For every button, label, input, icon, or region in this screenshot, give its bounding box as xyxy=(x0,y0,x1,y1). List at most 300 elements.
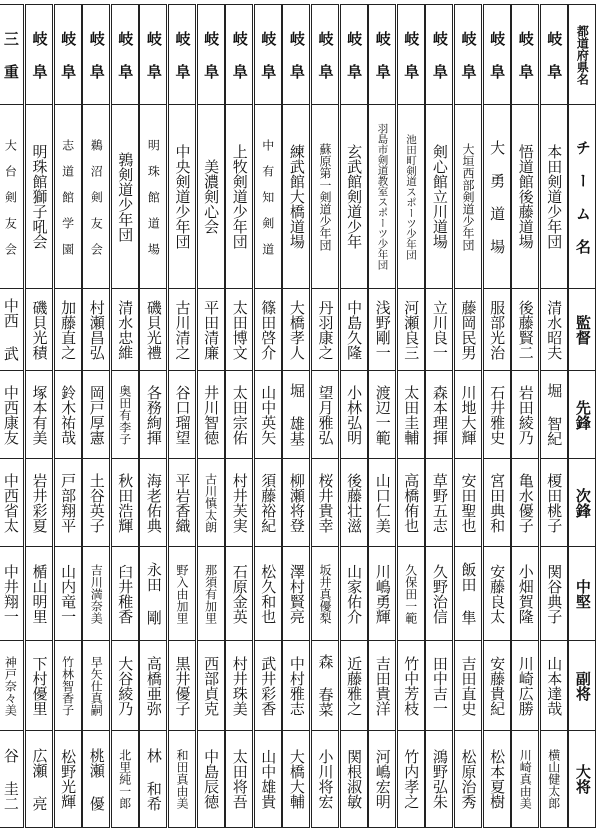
team-column xyxy=(483,4,511,827)
team-name: 中 有 知 剣 道 xyxy=(260,138,275,255)
prefecture-cell xyxy=(540,4,568,105)
taisho: 和田真由美 xyxy=(175,749,189,809)
senpo: 鈴木祐哉 xyxy=(59,384,78,445)
prefecture: 岐 阜 xyxy=(202,30,221,79)
jiho: 古川慎太朗 xyxy=(203,472,218,533)
manager: 磯貝光禮 xyxy=(144,299,163,360)
taisho: 谷 圭二 xyxy=(1,747,20,811)
fukusho-cell xyxy=(425,640,453,731)
chuken-cell xyxy=(511,546,539,641)
senpo-cell xyxy=(197,370,225,459)
senpo: 小林弘明 xyxy=(345,384,364,445)
manager: 浅野剛一 xyxy=(373,299,392,360)
jiho: 榎田桃子 xyxy=(545,472,564,533)
taisho: 横山健太郎 xyxy=(546,749,561,809)
chuken: 石原金英 xyxy=(230,563,249,624)
team-name-cell xyxy=(425,104,453,289)
fukusho-cell xyxy=(254,640,282,731)
header-senpo-cell xyxy=(568,370,596,459)
fukusho: 竹中芳枝 xyxy=(402,655,421,716)
manager: 河瀬良三 xyxy=(402,299,421,360)
team-name: 池田町剣道スポーツ少年団 xyxy=(405,133,418,260)
senpo-cell xyxy=(340,370,368,459)
chuken: 関谷典子 xyxy=(545,563,564,624)
header-jiho-cell xyxy=(568,458,596,547)
taisho: 山中雄貴 xyxy=(259,749,278,809)
team-column xyxy=(225,4,253,827)
team-column xyxy=(454,4,482,827)
chuken: 吉川満奈美 xyxy=(89,563,104,624)
fukusho: 中村雅志 xyxy=(287,655,306,716)
jiho-cell xyxy=(282,458,310,547)
senpo-cell xyxy=(225,370,253,459)
chuken-cell xyxy=(54,546,82,641)
jiho-cell xyxy=(368,458,396,547)
manager: 篠田啓介 xyxy=(259,299,278,360)
chuken-cell xyxy=(397,546,425,641)
manager-cell xyxy=(168,288,196,371)
jiho-cell xyxy=(0,458,24,547)
jiho: 亀水優子 xyxy=(516,472,535,533)
fukusho-cell xyxy=(368,640,396,731)
header-chuken-cell xyxy=(568,546,596,641)
taisho: 河嶋宏明 xyxy=(373,749,392,809)
manager-cell xyxy=(483,288,511,371)
jiho: 山口仁美 xyxy=(373,472,392,533)
prefecture: 岐 阜 xyxy=(116,30,135,79)
senpo: 岡戸厚憲 xyxy=(87,384,106,445)
team-column xyxy=(425,4,453,827)
fukusho-cell xyxy=(511,640,539,731)
jiho: 草野五志 xyxy=(430,472,449,533)
team-column xyxy=(368,4,396,827)
manager: 清水忠維 xyxy=(116,299,135,360)
manager-cell xyxy=(111,288,139,371)
taisho-cell xyxy=(0,730,24,828)
manager: 丹羽康之 xyxy=(316,299,335,360)
manager-cell xyxy=(225,288,253,371)
team-column xyxy=(254,4,282,827)
team-name: 明 珠 館 道 場 xyxy=(146,138,161,255)
team-column xyxy=(168,4,196,827)
team-name-cell xyxy=(311,104,339,289)
prefecture-cell xyxy=(511,4,539,105)
senpo-cell xyxy=(25,370,53,459)
team-column xyxy=(111,4,139,827)
senpo: 山中英矢 xyxy=(259,384,278,445)
fukusho-cell xyxy=(168,640,196,731)
team-name-cell xyxy=(368,104,396,289)
manager-cell xyxy=(282,288,310,371)
fukusho: 森 春菜 xyxy=(316,654,335,717)
fukusho: 神戸奈々美 xyxy=(3,655,18,716)
taisho-cell xyxy=(311,730,339,828)
jiho: 後藤壮滋 xyxy=(345,472,364,533)
team-name-cell xyxy=(111,104,139,289)
prefecture: 岐 阜 xyxy=(459,30,478,79)
team-name: 練武館大橋道場 xyxy=(287,144,306,249)
jiho: 土谷英子 xyxy=(87,472,106,533)
fukusho: 吉田貴洋 xyxy=(373,655,392,716)
fukusho-cell xyxy=(397,640,425,731)
jiho-cell xyxy=(25,458,53,547)
manager-cell xyxy=(340,288,368,371)
prefecture-cell xyxy=(25,4,53,105)
team-name: 鵜 沼 剣 友 会 xyxy=(89,138,104,255)
taisho-cell xyxy=(340,730,368,828)
team-name-cell xyxy=(225,104,253,289)
senpo-cell xyxy=(139,370,167,459)
team-name: 大 勇 道 場 xyxy=(488,139,507,254)
team-column xyxy=(397,4,425,827)
manager: 後藤賢二 xyxy=(516,299,535,360)
taisho: 広瀬 亮 xyxy=(30,747,49,811)
chuken: 松久和也 xyxy=(259,563,278,624)
prefecture: 岐 阜 xyxy=(402,30,421,79)
header-jiho: 次鋒 xyxy=(573,487,592,518)
manager: 加藤直之 xyxy=(59,299,78,360)
prefecture: 岐 阜 xyxy=(87,30,106,79)
chuken: 楯山明里 xyxy=(30,563,49,624)
chuken-cell xyxy=(139,546,167,641)
senpo-cell xyxy=(82,370,110,459)
prefecture: 三 重 xyxy=(1,30,20,79)
senpo-cell xyxy=(397,370,425,459)
team-name-cell xyxy=(282,104,310,289)
fukusho-cell xyxy=(82,640,110,731)
fukusho: 高橋亜弥 xyxy=(144,655,163,716)
chuken-cell xyxy=(25,546,53,641)
prefecture: 岐 阜 xyxy=(430,30,449,79)
prefecture: 岐 阜 xyxy=(259,30,278,79)
chuken: 小畑賀隆 xyxy=(516,563,535,624)
prefecture-cell xyxy=(225,4,253,105)
taisho-cell xyxy=(254,730,282,828)
fukusho: 川崎広勝 xyxy=(516,655,535,716)
jiho-cell xyxy=(82,458,110,547)
team-name: 上牧剣道少年団 xyxy=(230,144,249,249)
chuken-cell xyxy=(254,546,282,641)
fukusho-cell xyxy=(540,640,568,731)
senpo: 奥田有李子 xyxy=(117,384,132,445)
senpo: 堀 雄基 xyxy=(287,383,306,446)
manager-cell xyxy=(454,288,482,371)
team-name-cell xyxy=(0,104,24,289)
manager-cell xyxy=(368,288,396,371)
jiho: 安田聖也 xyxy=(459,472,478,533)
chuken: 中井翔一 xyxy=(1,563,20,624)
manager-cell xyxy=(540,288,568,371)
team-column xyxy=(82,4,110,827)
taisho: 大橋大輔 xyxy=(287,749,306,809)
jiho-cell xyxy=(54,458,82,547)
manager: 服部光治 xyxy=(488,299,507,360)
jiho-cell xyxy=(111,458,139,547)
fukusho-cell xyxy=(25,640,53,731)
fukusho: 竹林智香子 xyxy=(60,655,75,716)
team-name-cell xyxy=(168,104,196,289)
team-column xyxy=(511,4,539,827)
prefecture-cell xyxy=(54,4,82,105)
fukusho: 早矢仕真嗣 xyxy=(89,655,104,716)
taisho-cell xyxy=(397,730,425,828)
senpo: 望月雅弘 xyxy=(316,384,335,445)
senpo: 堀 智紀 xyxy=(545,383,564,446)
prefecture-cell xyxy=(340,4,368,105)
jiho: 柳瀬将登 xyxy=(287,472,306,533)
team-name-cell xyxy=(254,104,282,289)
jiho-cell xyxy=(454,458,482,547)
prefecture: 岐 阜 xyxy=(373,30,392,79)
team-name-cell xyxy=(397,104,425,289)
jiho-cell xyxy=(425,458,453,547)
fukusho-cell xyxy=(454,640,482,731)
senpo-cell xyxy=(168,370,196,459)
taisho-cell xyxy=(425,730,453,828)
header-team-name-cell xyxy=(568,104,596,289)
jiho-cell xyxy=(139,458,167,547)
team-name: 蘇原第一剣道少年団 xyxy=(318,142,332,251)
taisho: 桃瀬 優 xyxy=(87,747,106,811)
taisho: 松本夏樹 xyxy=(488,749,507,809)
chuken-cell xyxy=(483,546,511,641)
prefecture-cell xyxy=(311,4,339,105)
taisho-cell xyxy=(197,730,225,828)
jiho: 桜井貴幸 xyxy=(316,472,335,533)
jiho-cell xyxy=(225,458,253,547)
senpo: 太田宗佑 xyxy=(230,384,249,445)
manager: 中島久隆 xyxy=(345,299,364,360)
senpo: 塚本有美 xyxy=(30,384,49,445)
header-chuken: 中堅 xyxy=(573,578,592,609)
prefecture: 岐 阜 xyxy=(345,30,364,79)
header-manager-cell xyxy=(568,288,596,371)
fukusho-cell xyxy=(282,640,310,731)
jiho: 高橋侑也 xyxy=(402,472,421,533)
senpo: 中西康友 xyxy=(1,384,20,445)
fukusho: 山本達哉 xyxy=(545,655,564,716)
jiho-cell xyxy=(540,458,568,547)
manager-cell xyxy=(425,288,453,371)
manager-cell xyxy=(197,288,225,371)
header-fukusho: 副将 xyxy=(573,670,592,701)
chuken-cell xyxy=(168,546,196,641)
senpo-cell xyxy=(511,370,539,459)
team-name-cell xyxy=(454,104,482,289)
team-name: 中央剣道少年団 xyxy=(173,144,192,249)
chuken-cell xyxy=(111,546,139,641)
chuken: 山内竜一 xyxy=(59,563,78,624)
chuken: 山家佑介 xyxy=(345,563,364,624)
senpo-cell xyxy=(483,370,511,459)
fukusho-cell xyxy=(111,640,139,731)
chuken-cell xyxy=(225,546,253,641)
jiho-cell xyxy=(340,458,368,547)
taisho-cell xyxy=(25,730,53,828)
senpo-cell xyxy=(111,370,139,459)
prefecture-cell xyxy=(454,4,482,105)
manager: 太田博文 xyxy=(230,299,249,360)
jiho-cell xyxy=(511,458,539,547)
header-prefecture-cell xyxy=(568,4,596,105)
team-name: 大垣西部剣道少年団 xyxy=(461,142,475,251)
senpo: 太田圭輔 xyxy=(402,384,421,445)
team-column xyxy=(25,4,53,827)
prefecture: 岐 阜 xyxy=(59,30,78,79)
header-column xyxy=(568,4,596,827)
team-name: 明珠館獅子吼会 xyxy=(30,144,49,249)
taisho: 竹内孝之 xyxy=(402,749,421,809)
manager: 平田清廉 xyxy=(202,299,221,360)
team-column xyxy=(340,4,368,827)
jiho: 中西省太 xyxy=(1,472,20,533)
senpo-cell xyxy=(54,370,82,459)
prefecture-cell xyxy=(397,4,425,105)
chuken: 飯田 隼 xyxy=(459,562,478,625)
team-column xyxy=(197,4,225,827)
senpo: 渡辺一範 xyxy=(373,384,392,445)
team-column xyxy=(139,4,167,827)
fukusho: 田中吉一 xyxy=(430,655,449,716)
manager-cell xyxy=(0,288,24,371)
fukusho-cell xyxy=(139,640,167,731)
jiho: 岩井彩夏 xyxy=(30,472,49,533)
taisho-cell xyxy=(168,730,196,828)
team-name-cell xyxy=(25,104,53,289)
senpo-cell xyxy=(368,370,396,459)
senpo-cell xyxy=(311,370,339,459)
manager: 立川良一 xyxy=(430,299,449,360)
header-taisho: 大将 xyxy=(573,764,592,794)
prefecture-cell xyxy=(368,4,396,105)
team-name-cell xyxy=(511,104,539,289)
fukusho: 西部貞克 xyxy=(202,655,221,716)
senpo-cell xyxy=(454,370,482,459)
jiho: 秋田浩輝 xyxy=(116,472,135,533)
jiho-cell xyxy=(168,458,196,547)
taisho: 松野光輝 xyxy=(59,749,78,809)
team-name: 鶉剣道少年団 xyxy=(116,151,135,242)
team-name: 羽島市剣道教室スポーツ少年団 xyxy=(376,123,389,270)
jiho: 須藤裕紀 xyxy=(259,472,278,533)
manager-cell xyxy=(139,288,167,371)
senpo-cell xyxy=(282,370,310,459)
senpo: 谷口瑠望 xyxy=(173,384,192,445)
team-column xyxy=(282,4,310,827)
team-name: 玄武館剣道少年 xyxy=(345,144,364,249)
team-column xyxy=(540,4,568,827)
taisho-cell xyxy=(511,730,539,828)
fukusho: 黒井優子 xyxy=(173,655,192,716)
prefecture: 岐 阜 xyxy=(488,30,507,79)
team-name: 美濃剣心会 xyxy=(202,159,221,234)
chuken: 澤村賢亮 xyxy=(287,563,306,624)
senpo: 石井雅史 xyxy=(488,384,507,445)
manager-cell xyxy=(511,288,539,371)
prefecture-cell xyxy=(254,4,282,105)
team-name: 剣心館立川道場 xyxy=(430,144,449,249)
chuken-cell xyxy=(197,546,225,641)
manager: 古川清之 xyxy=(173,299,192,360)
senpo: 川地大輝 xyxy=(459,384,478,445)
chuken: 野入由加里 xyxy=(175,563,189,624)
team-name: 大 台 剣 友 会 xyxy=(3,138,18,255)
taisho-cell xyxy=(139,730,167,828)
prefecture: 岐 阜 xyxy=(144,30,163,79)
team-name-cell xyxy=(139,104,167,289)
senpo-cell xyxy=(425,370,453,459)
manager-cell xyxy=(254,288,282,371)
chuken-cell xyxy=(311,546,339,641)
jiho-cell xyxy=(254,458,282,547)
taisho: 中島辰徳 xyxy=(202,749,221,809)
fukusho-cell xyxy=(483,640,511,731)
taisho-cell xyxy=(282,730,310,828)
manager: 藤岡民男 xyxy=(459,299,478,360)
chuken-cell xyxy=(0,546,24,641)
team-name-cell xyxy=(483,104,511,289)
prefecture: 岐 阜 xyxy=(316,30,335,79)
chuken-cell xyxy=(340,546,368,641)
chuken: 永田 剛 xyxy=(144,562,163,625)
manager-cell xyxy=(82,288,110,371)
manager: 磯貝光積 xyxy=(30,299,49,360)
prefecture: 岐 阜 xyxy=(516,30,535,79)
chuken: 久野治信 xyxy=(430,563,449,624)
manager: 村瀬昌弘 xyxy=(87,299,106,360)
senpo-cell xyxy=(0,370,24,459)
prefecture-cell xyxy=(82,4,110,105)
fukusho: 安藤貴紀 xyxy=(488,655,507,716)
chuken: 坂井真優梨 xyxy=(318,563,332,624)
prefecture-cell xyxy=(483,4,511,105)
fukusho: 大谷綾乃 xyxy=(116,655,135,716)
header-prefecture: 都道府県名 xyxy=(575,24,590,85)
prefecture-cell xyxy=(168,4,196,105)
chuken-cell xyxy=(454,546,482,641)
fukusho-cell xyxy=(340,640,368,731)
chuken-cell xyxy=(82,546,110,641)
chuken: 川嶋勇輝 xyxy=(373,563,392,624)
chuken: 安藤良太 xyxy=(488,563,507,624)
jiho-cell xyxy=(397,458,425,547)
team-name-cell xyxy=(54,104,82,289)
taisho: 林 和希 xyxy=(144,747,163,811)
fukusho-cell xyxy=(54,640,82,731)
prefecture: 岐 阜 xyxy=(545,30,564,79)
manager-cell xyxy=(54,288,82,371)
taisho-cell xyxy=(54,730,82,828)
jiho: 海老佑典 xyxy=(144,472,163,533)
prefecture: 岐 阜 xyxy=(30,30,49,79)
jiho: 村井芙実 xyxy=(230,472,249,533)
chuken: 那須有加里 xyxy=(203,563,218,624)
team-name: 悟道館後藤道場 xyxy=(516,144,535,249)
taisho: 松原治秀 xyxy=(459,749,478,809)
taisho-cell xyxy=(540,730,568,828)
fukusho: 武井彩香 xyxy=(259,655,278,716)
team-name: 志 道 館 学 園 xyxy=(60,138,75,255)
chuken-cell xyxy=(282,546,310,641)
taisho: 太田将吾 xyxy=(230,749,249,809)
prefecture: 岐 阜 xyxy=(230,30,249,79)
senpo: 森本理揮 xyxy=(430,384,449,445)
team-column xyxy=(0,4,24,827)
prefecture-cell xyxy=(111,4,139,105)
fukusho-cell xyxy=(225,640,253,731)
header-fukusho-cell xyxy=(568,640,596,731)
fukusho-cell xyxy=(197,640,225,731)
